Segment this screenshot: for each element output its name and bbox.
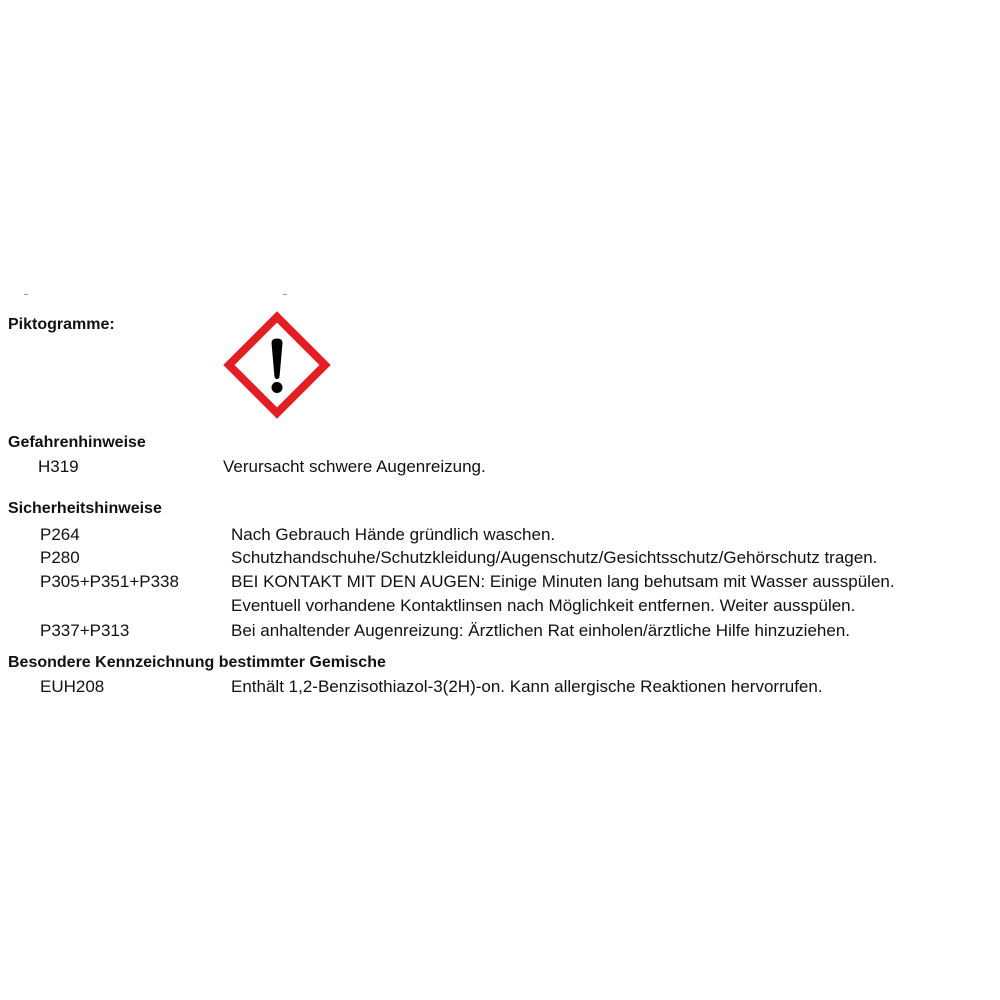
special-labelling-code: EUH208 xyxy=(40,677,105,696)
precautionary-text-continued: Eventuell vorhandene Kontaktlinsen nach Möglichkeit entfernen. Weiter ausspülen. xyxy=(231,596,856,615)
scan-artifact-mark xyxy=(24,294,28,295)
precautionary-code: P337+P313 xyxy=(40,621,130,640)
precautionary-code: P305+P351+P338 xyxy=(40,572,179,591)
special-labelling-text: Enthält 1,2-Benzisothiazol-3(2H)-on. Kann allergische Reaktionen hervorrufen. xyxy=(231,677,823,696)
precautionary-text: Schutzhandschuhe/Schutzkleidung/Augenschutz/Gesichtsschutz/Gehörschutz tragen. xyxy=(231,548,878,567)
precautionary-code: P280 xyxy=(40,548,80,567)
precautionary-text: Bei anhaltender Augenreizung: Ärztlichen Rat einholen/ärztliche Hilfe hinzuziehen. xyxy=(231,621,850,640)
precautionary-text: Nach Gebrauch Hände gründlich waschen. xyxy=(231,525,556,544)
precautionary-text: BEI KONTAKT MIT DEN AUGEN: Einige Minuten lang behutsam mit Wasser ausspülen. xyxy=(231,572,895,591)
precautionary-code: P264 xyxy=(40,525,80,544)
hazard-code: H319 xyxy=(38,457,79,476)
scan-artifact-mark xyxy=(283,294,287,295)
ghs07-exclamation-mark-icon xyxy=(221,309,333,421)
special-labelling-heading: Besondere Kennzeichnung bestimmter Gemische xyxy=(8,654,386,671)
hazard-text: Verursacht schwere Augenreizung. xyxy=(223,457,486,476)
hazard-statements-heading: Gefahrenhinweise xyxy=(8,434,146,451)
pictograms-heading: Piktogramme: xyxy=(8,316,115,333)
precautionary-statements-heading: Sicherheitshinweise xyxy=(8,500,162,517)
